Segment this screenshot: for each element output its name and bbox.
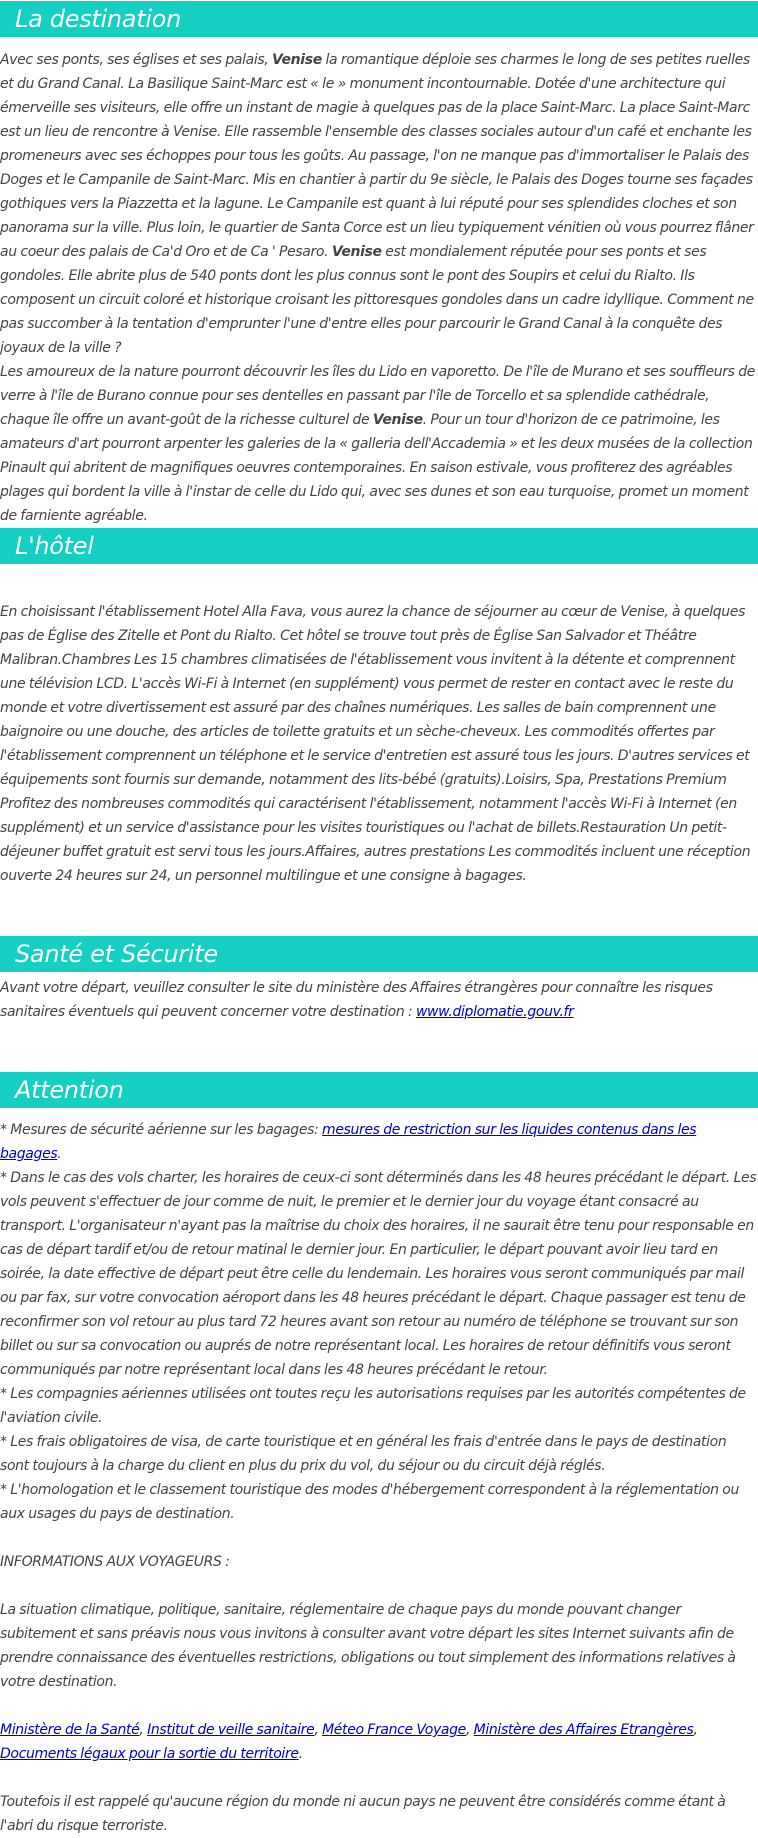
- hotel-paragraph: En choisissant l'établissement Hotel Alla Fava, vous aurez la chance de séjourner au cœur de Venise, à quelques pas de Église des Zitelle et Pont du Rialto. Cet hôtel se trouve tout près de Église San Salvador et Théâtre Malibran.Chambres Les 15 chambres climatisées de l'établissement vous invitent à la détente et comprennent une télévision LCD. L'accès Wi-Fi à Internet (en supplément) vous permet de rester en contact avec le reste du monde et votre divertissement est assuré par des chaînes numériques. Les salles de bain comprennent une baignoire ou une douche, des articles de toilette gratuits et un sèche-cheveux. Les commodités offertes par l'établissement comprennent un téléphone et le service d'entretien est assuré tous les jours. D'autres services et équipements sont fournis sur demande, notamment des lits-bébé (gratuits).Loisirs, Spa, Prestations Premium Profitez des nombreuses commodités qui caractérisent l'établissement, notamment l'accès Wi-Fi à Internet (en supplément) et un service d'assistance pour les visites touristiques ou l'achat de billets.Restauration Un petit-déjeuner buffet gratuit est servi tous les jours.Affaires, autres prestations Les commodités incluent une réception ouverte 24 heures sur 24, un personnel multilingue et une consigne à bagages.: [0, 604, 751, 884]
- link-affaires-etrangeres[interactable]: Ministère des Affaires Etrangères: [473, 1722, 694, 1738]
- text-run: * Mesures de sécurité aérienne sur les bagages:: [0, 1122, 323, 1138]
- section-title: L'hôtel: [15, 532, 94, 560]
- separator: ,: [139, 1722, 148, 1738]
- link-meteo-france[interactable]: Méteo France Voyage: [322, 1722, 466, 1738]
- sante-text: [0, 976, 758, 1024]
- separator: ,: [314, 1722, 323, 1738]
- section-header-sante: [0, 936, 758, 972]
- attention-item-2: * Dans le cas des vols charter, les horaires de ceux-ci sont déterminés dans les 48 heures précédant le départ. Les vols peuvent s'effectuer de jour comme de nuit, le premier et le dernier jour du voyage étant consacré au transport. L'organisateur n'ayant pas la maîtrise du choix des horaires, il ne saurait être tenu pour responsable en cas de départ tardif et/ou de retour matinal le dernier jour. En particulier, le départ pouvant avoir lieu tard en soirée, la date effective de départ peut être celle du lendemain. Les horaires vous seront communiqués par mail ou par fax, sur votre convocation aéroport dans les 48 heures précédant le départ. Chaque passager est tenu de reconfirmer son vol retour au plus tard 72 heures avant son retour au numéro de téléphone se trouvant sur son billet ou sur sa convocation ou auprés de notre représentant local. Les horaires de retour définitifs vous seront communiqués par notre représentant local dans les 48 heures précédant le retour.: [0, 1170, 757, 1378]
- destination-paragraph-2: [0, 360, 758, 528]
- section-header-destination: [0, 1, 758, 37]
- info-links: [0, 1718, 758, 1766]
- sante-paragraph: [0, 976, 758, 1024]
- link-ministere-sante[interactable]: Ministère de la Santé: [0, 1722, 140, 1738]
- text-run: Avec ses ponts, ses églises et ses palais,: [0, 52, 273, 68]
- attention-item-1: [0, 1118, 758, 1166]
- diplomatie-link[interactable]: www.diplomatie.gouv.fr: [415, 1004, 574, 1020]
- separator: ,: [465, 1722, 474, 1738]
- section-header-attention: [0, 1072, 758, 1108]
- section-title: Attention: [15, 1076, 124, 1104]
- bold-venise: Venise: [331, 244, 382, 260]
- section-title: Santé et Sécurite: [15, 940, 218, 968]
- info-paragraph: La situation climatique, politique, sanitaire, réglementaire de chaque pays du monde pouvant changer subitement et sans préavis nous vous invitons à consulter avant votre départ les sites Internet suivants afin de prendre connaissance des éventuelles restrictions, obligations ou tout simplement des informations relatives à votre destination.: [0, 1602, 736, 1690]
- destination-paragraph-1: [0, 48, 758, 360]
- separator: ,: [693, 1722, 698, 1738]
- text-run: Avant votre départ, veuillez consulter le site du ministère des Affaires étrangères pour connaître les risques sanitaires éventuels qui peuvent concerner votre destination :: [0, 980, 713, 1020]
- text-run: est mondialement réputée pour ses ponts et ses gondoles. Elle abrite plus de 540 ponts dont les plus connus sont le pont des Soupirs et celui du Rialto. Ils composent un circuit coloré et historique croisant les pittoresques gondoles dans un cadre idyllique. Comment ne pas succomber à la tentation d'emprunter l'une d'entre elles pour parcourir le Grand Canal à la conquête des joyaux de la ville ?: [0, 244, 754, 356]
- link-institut-veille[interactable]: Institut de veille sanitaire: [147, 1722, 315, 1738]
- attention-item-4: * Les frais obligatoires de visa, de carte touristique et en général les frais d'entrée dans le pays de destination sont toujours à la charge du client en plus du prix du vol, du séjour ou du circuit déjà réglés.: [0, 1434, 727, 1474]
- section-title: La destination: [15, 5, 181, 33]
- link-documents-legaux[interactable]: Documents légaux pour la sortie du territoire: [0, 1746, 299, 1762]
- attention-item-3: * Les compagnies aériennes utilisées ont toutes reçu les autorisations requises par les autorités compétentes de l'aviation civile.: [0, 1386, 746, 1426]
- hotel-text: [0, 600, 758, 888]
- text-run: Les amoureux de la nature pourront découvrir les îles du Lido en vaporetto. De l'île de Murano et ses souffleurs de verre à l'île de Burano connue pour ses dentelles en passant par l'île de Torcello et sa splendide cathédrale, chaque île offre un avant-goût de la richesse culturel de: [0, 364, 756, 428]
- bold-venise: Venise: [272, 52, 322, 68]
- bold-venise: Venise: [372, 412, 423, 428]
- text-run: . Pour un tour d'horizon de ce patrimoine, les amateurs d'art pourront arpenter les galeries de la « galleria dell'Accademia » et les deux musées de la collection Pinault qui abritent de magnifiques oeuvres contemporaines. En saison estivale, vous profiterez des agréables plages qui bordent la ville à l'instar de celle du Lido qui, avec ses dunes et son eau turquoise, promet un moment de farniente agréable.: [0, 412, 753, 524]
- text-run: la romantique déploie ses charmes le long de ses petites ruelles et du Grand Canal. La Basilique Saint-Marc est « le » monument incontournable. Dotée d'une architecture qui émerveille ses visiteurs, elle offre un instant de magie à quelques pas de la place Saint-Marc. La place Saint-Marc est un lieu de rencontre à Venise. Elle rassemble l'ensemble des classes sociales autour d'un café et enchante les promeneurs avec ses échoppes pour tous les goûts. Au passage, l'on ne manque pas d'immortaliser le Palais des Doges et le Campanile de Saint-Marc. Mis en chantier à partir du 9e siècle, le Palais des Doges tourne ses façades gothiques vers la Piazzetta et la lagune. Le Campanile est quant à lui réputé pour ses splendides cloches et son panorama sur la ville. Plus loin, le quartier de Santa Corce est un lieu typiquement vénitien où vous pourrez flâner au coeur des palais de Ca'd Oro et de Ca ' Pesaro.: [0, 52, 754, 260]
- text-run: .: [57, 1146, 62, 1162]
- attention-text: [0, 1118, 758, 1838]
- text-run: .: [298, 1746, 303, 1762]
- destination-text: [0, 48, 758, 528]
- section-header-hotel: [0, 528, 758, 564]
- attention-item-5: * L'homologation et le classement touristique des modes d'hébergement correspondent à la réglementation ou aux usages du pays de destination.: [0, 1482, 739, 1522]
- info-heading: INFORMATIONS AUX VOYAGEURS :: [0, 1554, 230, 1570]
- terror-paragraph: Toutefois il est rappelé qu'aucune région du monde ni aucun pays ne peuvent être considérés comme étant à l'abri du risque terroriste.: [0, 1794, 726, 1834]
- liquids-restriction-link[interactable]: mesures de restriction sur les liquides contenus dans les bagages: [0, 1122, 697, 1162]
